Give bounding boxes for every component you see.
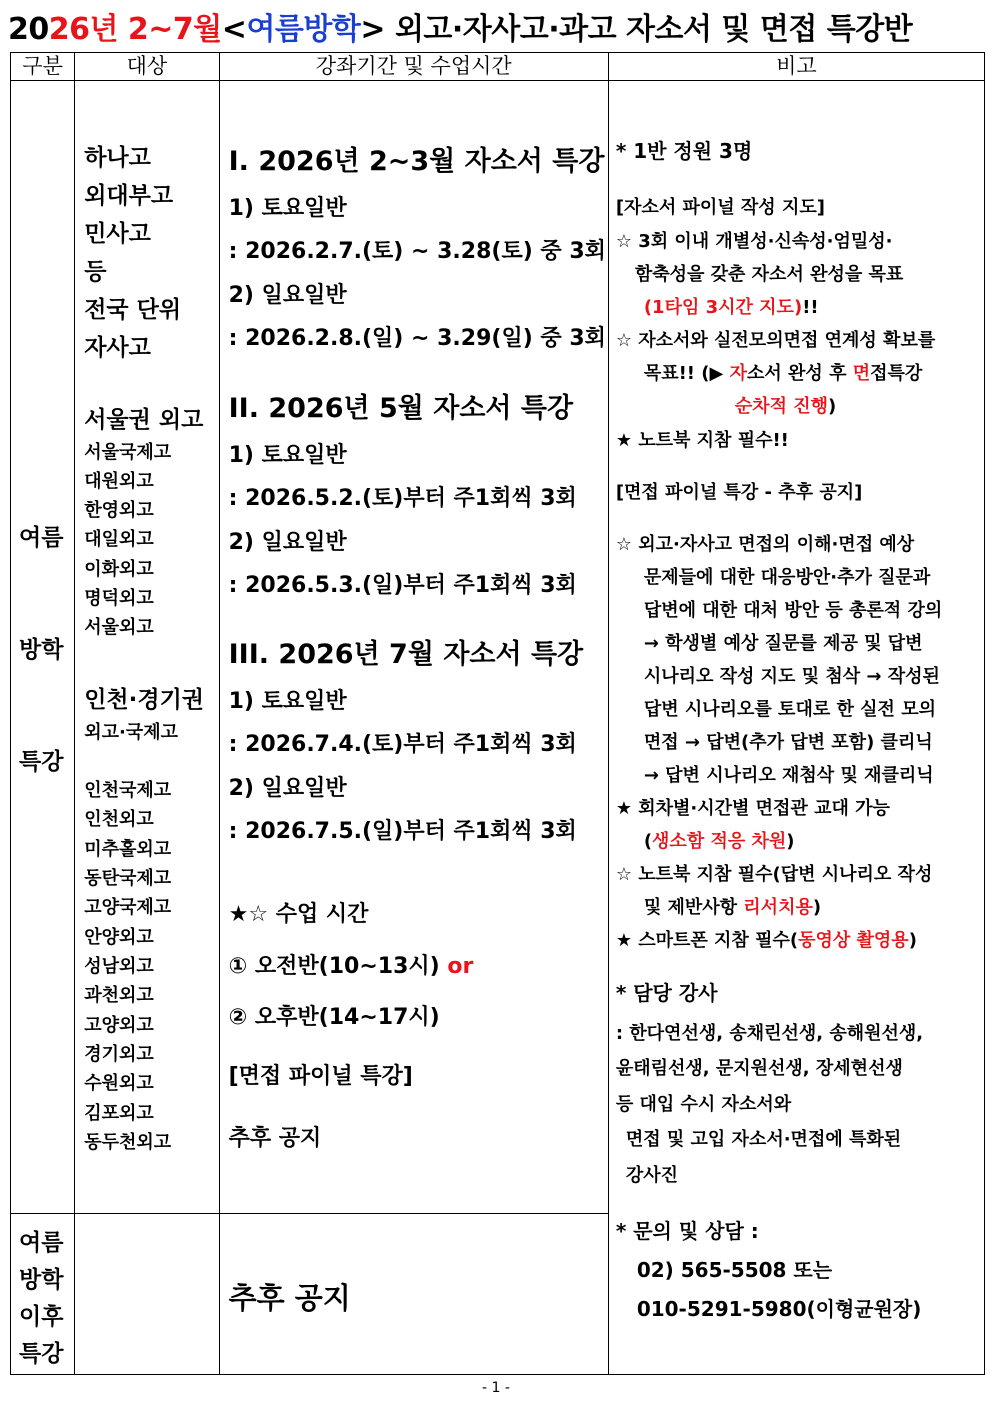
note-line: ☆ 자소서와 실전모의면접 연계성 확보를 <box>615 330 936 351</box>
teacher-line: 면접 및 고입 자소서·면접에 특화된 <box>625 1129 902 1150</box>
teacher-title: * 담당 강사 <box>615 981 718 1005</box>
title-period: 26년 2~7월 <box>48 12 222 47</box>
notes-cell <box>608 81 984 1375</box>
schedule-line: 1) 토요일반 <box>228 443 347 468</box>
note-text: 목표!! (▶ <box>643 363 730 384</box>
target-school: 대원외고 <box>84 471 154 492</box>
note-line: 답변에 대한 대처 방안 등 총론적 강의 <box>643 600 943 621</box>
target-school: 성남외고 <box>84 956 154 977</box>
interview-final-title: [면접 파이널 특강 - 추후 공지] <box>615 482 863 503</box>
note-line: ☆ 노트북 지참 필수(답변 시나리오 작성 <box>615 864 933 885</box>
target-school: 경기외고 <box>84 1044 154 1065</box>
target-school: 고양국제고 <box>84 897 172 918</box>
note-highlight: 면 <box>852 363 871 384</box>
note-text: 소서 완성 후 <box>747 363 853 384</box>
note-line: 면접 → 답변(추가 답변 포함) 클리닉 <box>643 732 933 753</box>
note-highlight: 순차적 진행 <box>734 396 829 417</box>
note-text: ) <box>812 897 822 918</box>
note-line: → 학생별 예상 질문를 제공 및 답변 <box>643 633 923 654</box>
summer-row <box>11 81 985 1214</box>
note-line: 시나리오 작성 지도 및 첨삭 → 작성된 <box>643 666 940 687</box>
teacher-line: 윤태림선생, 문지원선생, 장세현선생 <box>615 1058 903 1079</box>
after-schedule-note: 추후 공지 <box>228 1281 351 1315</box>
schedule-line: : 2026.5.3.(일)부터 주1회씩 3회 <box>228 573 577 598</box>
after-category-cell <box>11 1214 75 1375</box>
header-category: 구분 <box>11 53 75 81</box>
target-group-title: 인천·경기권 <box>84 687 205 713</box>
target-school: 동탄국제고 <box>84 868 172 889</box>
target-group-subtitle: 외고·국제고 <box>84 722 178 743</box>
target-school: 하나고 <box>84 145 151 171</box>
note-line <box>644 893 821 919</box>
morning-class: ① 오전반(10~13시) <box>228 954 440 979</box>
target-school: 명덕외고 <box>84 588 154 609</box>
class-time-title: ★☆ 수업 시간 <box>228 902 369 927</box>
summer-category-cell <box>11 81 75 1214</box>
category-line: 방학 <box>19 1267 64 1293</box>
target-school: 인천외고 <box>84 809 154 830</box>
note-highlight: 리서치용 <box>743 897 813 918</box>
category-line: 여름 <box>19 525 64 551</box>
teacher-line: 강사진 <box>625 1165 678 1186</box>
schedule-line: : 2026.7.5.(일)부터 주1회씩 3회 <box>228 819 577 844</box>
target-school: 자사고 <box>84 335 151 361</box>
target-school: 과천외고 <box>84 985 154 1006</box>
target-school: 이화외고 <box>84 559 154 580</box>
note-line <box>644 827 795 853</box>
category-line: 특강 <box>19 1341 64 1367</box>
target-school: 인천국제고 <box>84 780 172 801</box>
note-text: !! <box>802 297 819 318</box>
schedule-line: : 2026.2.7.(토) ~ 3.28(토) 중 3회 <box>228 239 606 264</box>
note-highlight: 자 <box>729 363 747 384</box>
schedule-line: 2) 일요일반 <box>228 530 347 555</box>
note-line: 함축성을 갖춘 자소서 완성을 목표 <box>634 264 904 285</box>
note-text: ★ 스마트폰 지참 필수( <box>615 930 799 951</box>
category-line: 여름 <box>19 1230 64 1256</box>
capacity-note: * 1반 정원 3명 <box>615 139 753 163</box>
summer-target-cell <box>75 81 219 1214</box>
section-title: II. 2026년 5월 자소서 특강 <box>228 393 574 424</box>
schedule-line: 2) 일요일반 <box>228 283 347 308</box>
contact-title: * 문의 및 상담 : <box>615 1219 759 1243</box>
target-school: 서울외고 <box>84 617 154 638</box>
note-line: ☆ 외고·자사고 면접의 이해·면접 예상 <box>615 534 915 555</box>
page-title <box>8 4 988 48</box>
category-line: 특강 <box>19 749 64 775</box>
target-school: 외대부고 <box>84 183 174 209</box>
target-school: 대일외고 <box>84 529 154 550</box>
target-school: 등 <box>84 259 107 285</box>
after-schedule-cell <box>219 1214 608 1375</box>
note-text: 접특강 <box>870 363 923 384</box>
note-line: ☆ 3회 이내 개별성·신속성·엄밀성· <box>615 231 893 252</box>
title-bracket-open: < <box>221 12 247 47</box>
interview-special-title: [면접 파이널 특강] <box>228 1064 413 1089</box>
contact-phone: 02) 565-5508 또는 <box>636 1258 833 1282</box>
essay-final-title: [자소서 파이널 작성 지도] <box>615 197 825 218</box>
target-school: 민사고 <box>84 221 151 247</box>
teacher-line: 등 대입 수시 자소서와 <box>615 1094 792 1115</box>
note-text: ) <box>828 396 837 417</box>
teacher-line: : 한다연선생, 송채린선생, 송해원선생, <box>615 1023 924 1044</box>
schedule-line: : 2026.5.2.(토)부터 주1회씩 3회 <box>228 486 577 511</box>
note-line: ★ 회차별·시간별 면접관 교대 가능 <box>615 798 890 819</box>
target-school: 고양외고 <box>84 1015 154 1036</box>
title-season: 여름방학 <box>246 12 361 47</box>
target-school: 안양외고 <box>84 927 154 948</box>
target-school: 동두천외고 <box>84 1132 172 1153</box>
morning-class-line <box>229 949 474 980</box>
note-line <box>644 359 923 385</box>
schedule-line: : 2026.7.4.(토)부터 주1회씩 3회 <box>228 732 577 757</box>
note-line: 문제들에 대한 대응방안·추가 질문과 <box>643 567 931 588</box>
note-line: → 답변 시나리오 재첨삭 및 재클리닉 <box>643 765 934 786</box>
target-school: 서울국제고 <box>84 442 172 463</box>
schedule-line: : 2026.2.8.(일) ~ 3.29(일) 중 3회 <box>228 326 606 351</box>
note-line <box>644 293 819 319</box>
category-line: 이후 <box>19 1304 64 1330</box>
note-text: ) <box>786 831 795 852</box>
target-school: 전국 단위 <box>84 297 182 323</box>
target-school: 미추홀외고 <box>84 839 172 860</box>
or-text: or <box>447 954 474 979</box>
note-text: ( <box>643 831 653 852</box>
schedule-line: 2) 일요일반 <box>228 776 347 801</box>
page-number: - 1 - <box>482 1380 510 1396</box>
target-school: 한영외고 <box>84 500 154 521</box>
note-line <box>735 392 836 418</box>
target-school: 수원외고 <box>84 1073 154 1094</box>
target-school: 김포외고 <box>84 1103 154 1124</box>
section-title: I. 2026년 2~3월 자소서 특강 <box>228 146 605 177</box>
summer-schedule-cell <box>219 81 608 1214</box>
note-line <box>616 926 917 952</box>
header-target: 대상 <box>75 53 219 81</box>
title-bracket-close: > <box>360 12 385 47</box>
schedule-line: 1) 토요일반 <box>228 689 347 714</box>
category-line: 방학 <box>19 637 64 663</box>
title-rest: 외고·자사고·과고 자소서 및 면접 특강반 <box>385 12 913 47</box>
afternoon-class: ② 오후반(14~17시) <box>228 1005 440 1030</box>
note-highlight: 동영상 촬영용 <box>798 930 909 951</box>
course-table <box>10 52 985 1375</box>
note-highlight: (1타임 3시간 지도) <box>643 297 803 318</box>
header-notes: 비고 <box>608 53 984 81</box>
section-title: III. 2026년 7월 자소서 특강 <box>228 639 584 670</box>
title-year-prefix: 20 <box>8 12 49 47</box>
header-row <box>11 53 985 81</box>
note-line: 답변 시나리오를 토대로 한 실전 모의 <box>643 699 936 720</box>
header-schedule: 강좌기간 및 수업시간 <box>219 53 608 81</box>
note-text: 및 제반사항 <box>643 897 744 918</box>
note-line: ★ 노트북 지참 필수!! <box>615 430 789 451</box>
target-group-title: 서울권 외고 <box>84 407 204 433</box>
after-target-cell <box>75 1214 219 1375</box>
note-text: ) <box>908 930 917 951</box>
schedule-line: 1) 토요일반 <box>228 196 347 221</box>
interview-special-note: 추후 공지 <box>228 1126 322 1151</box>
note-highlight: 생소함 적응 차원 <box>652 831 787 852</box>
contact-mobile: 010-5291-5980(이형균원장) <box>636 1297 922 1321</box>
